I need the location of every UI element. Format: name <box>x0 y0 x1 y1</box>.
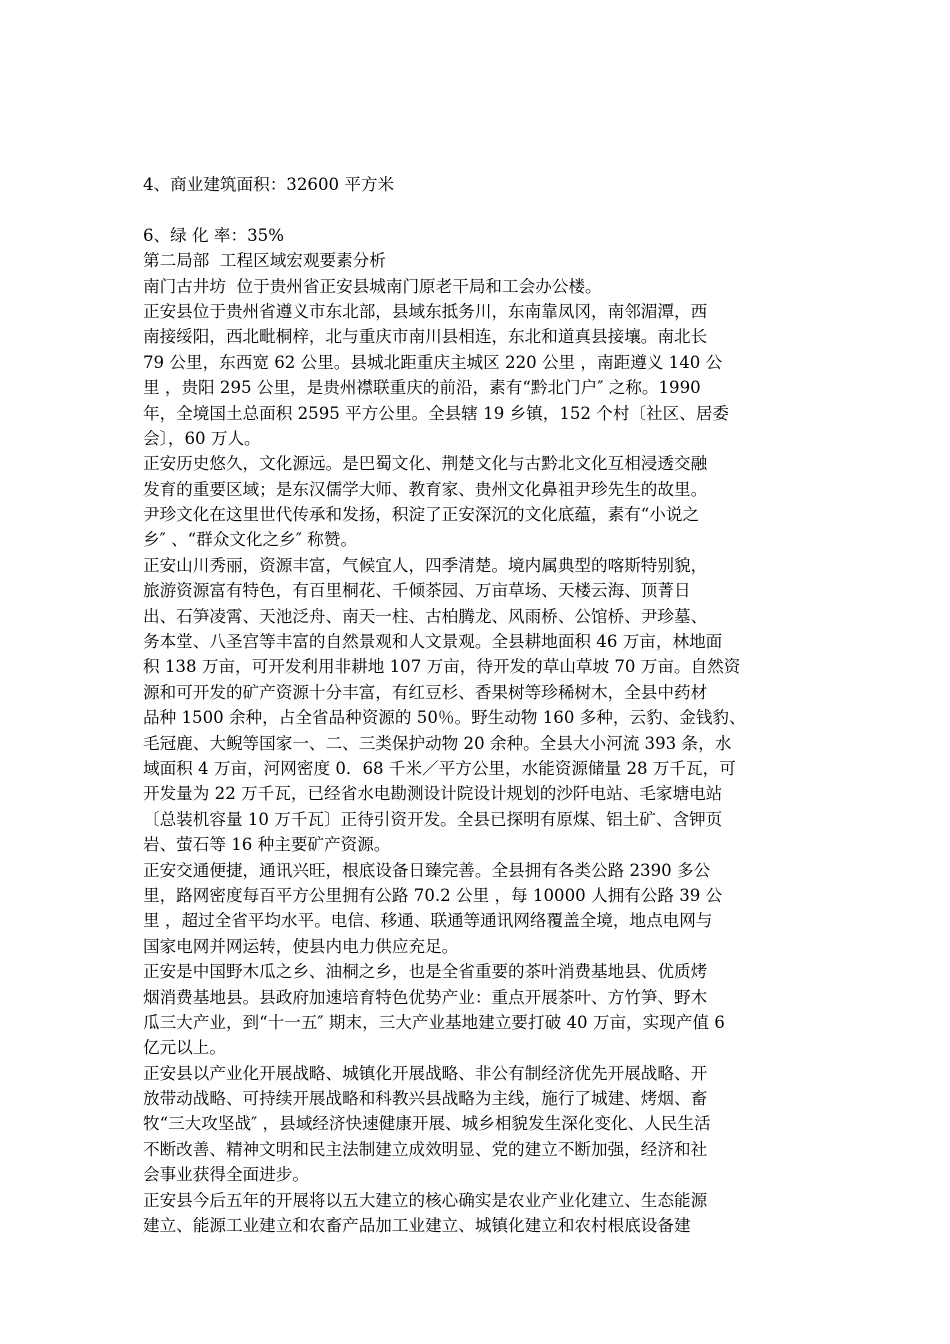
paragraph-line: 品种 1500 余种，占全省品种资源的 50％。野生动物 160 多种，云豹、金钱豹、 <box>143 708 746 728</box>
paragraph-line: 正安交通便捷，通讯兴旺，根底设备日臻完善。全县拥有各类公路 2390 多公 <box>143 860 711 880</box>
paragraph <box>143 1188 811 1239</box>
paragraph-line: 正安县今后五年的开展将以五大建立的核心确实是农业产业化建立、生态能源 <box>143 1190 708 1210</box>
paragraph-line: 会事业获得全面进步。 <box>143 1165 309 1185</box>
paragraph-line: 里，路网密度每百平方公里拥有公路 70.2 公里 ，每 10000 人拥有公路 39 公 <box>143 885 723 905</box>
body-paragraphs <box>143 274 811 1239</box>
paragraph <box>143 858 811 960</box>
paragraph-line: 乡″ 、“群众文化之乡″ 称赞。 <box>143 530 357 550</box>
paragraph-line: 〔总装机容量 10 万千瓦〕正待引资开发。全县已探明有原煤、铝土矿、含钾页 <box>143 809 723 829</box>
paragraph-line: 岩、萤石等 16 种主要矿产资源。 <box>143 835 391 855</box>
paragraph-line: 源和可开发的矿产资源十分丰富，有红豆杉、香果树等珍稀树木，全县中药材 <box>143 682 708 702</box>
paragraph-line: 放带动战略、可持续开展战略和科教兴县战略为主线，施行了城建、烤烟、畜 <box>143 1089 708 1109</box>
paragraph-line: 尹珍文化在这里世代传承和发扬，积淀了正安深沉的文化底蕴，素有“小说之 <box>143 505 700 525</box>
paragraph-line: 务本堂、八圣宫等丰富的自然景观和人文景观。全县耕地面积 46 万亩，林地面 <box>143 632 723 652</box>
paragraph-line: 里 ，超过全省平均水平。电信、移通、联通等通讯网络覆盖全境，地点电网与 <box>143 911 713 931</box>
paragraph-line: 域面积 4 万亩，河网密度 0．68 千米／平方公里，水能资源储量 28 万千瓦，可 <box>143 758 736 778</box>
paragraph-line: 正安县位于贵州省遵义市东北部，县域东抵务川，东南靠凤冈，南邻湄潭，西 <box>143 301 708 321</box>
paragraph-line: 烟消费基地县。县政府加速培育特色优势产业：重点开展茶叶、方竹笋、野木 <box>143 987 708 1007</box>
paragraph <box>143 553 811 858</box>
blank-line <box>143 197 811 222</box>
item-green-rate: 6、绿 化 率：35% <box>143 225 284 245</box>
paragraph-line: 年，全境国土总面积 2595 平方公里。全县辖 19 乡镇，152 个村〔社区、居委 <box>143 403 730 423</box>
paragraph-line: 79 公里，东西宽 62 公里。县城北距重庆主城区 220 公里 ，南距遵义 140 公 <box>143 352 723 372</box>
paragraph-line: 国家电网并网运转，使县内电力供应充足。 <box>143 936 459 956</box>
paragraph <box>143 274 811 299</box>
paragraph-line: 南门古井坊 位于贵州省正安县城南门原老干局和工会办公楼。 <box>143 276 602 296</box>
paragraph-line: 南接绥阳，西北毗桐梓，北与重庆市南川县相连，东北和道真县接壤。南北长 <box>143 327 708 347</box>
paragraph-line: 积 138 万亩，可开发利用非耕地 107 万亩，待开发的草山草坡 70 万亩。自然资 <box>143 657 741 677</box>
paragraph-line: 毛冠鹿、大鲵等国家一、二、三类保护动物 20 余种。全县大小河流 393 条，水 <box>143 733 732 753</box>
paragraph <box>143 1061 811 1188</box>
paragraph-line: 旅游资源富有特色，有百里桐花、千倾茶园、万亩草场、天楼云海、顶菁日 <box>143 581 691 601</box>
paragraph <box>143 959 811 1061</box>
item-commercial-area: 4、商业建筑面积：32600 平方米 <box>143 175 395 194</box>
paragraph <box>143 451 811 553</box>
document-page <box>143 172 811 1238</box>
section-title: 第二局部 工程区域宏观要素分析 <box>143 251 386 271</box>
paragraph-line: 正安县以产业化开展战略、城镇化开展战略、非公有制经济优先开展战略、开 <box>143 1063 708 1083</box>
paragraph-line: 正安是中国野木瓜之乡、油桐之乡，也是全省重要的茶叶消费基地县、优质烤 <box>143 962 708 982</box>
paragraph-line: 正安历史悠久，文化源远。是巴蜀文化、荆楚文化与古黔北文化互相浸透交融 <box>143 454 708 474</box>
paragraph-line: 发育的重要区域；是东汉儒学大师、教育家、贵州文化鼻祖尹珍先生的故里。 <box>143 479 708 499</box>
paragraph-line: 正安山川秀丽，资源丰富，气候宜人，四季清楚。境内属典型的喀斯特别貌， <box>143 555 708 575</box>
paragraph-line: 亿元以上。 <box>143 1038 226 1058</box>
paragraph-line: 出、石笋凌霄、天池泛舟、南天一柱、古柏腾龙、风雨桥、公馆桥、尹珍墓、 <box>143 606 708 626</box>
paragraph-line: 建立、能源工业建立和农畜产品加工业建立、城镇化建立和农村根底设备建 <box>143 1216 691 1236</box>
paragraph-line: 不断改善、精神文明和民主法制建立成效明显、党的建立不断加强，经济和社 <box>143 1139 708 1159</box>
paragraph-line: 里 ，贵阳 295 公里，是贵州襟联重庆的前沿，素有“黔北门户″ 之称。1990 <box>143 378 701 398</box>
paragraph-line: 牧“三大攻坚战″ ，县域经济快速健康开展、城乡相貌发生深化变化、人民生活 <box>143 1114 711 1134</box>
paragraph-line: 会〕，60 万人。 <box>143 428 261 448</box>
paragraph-line: 开发量为 22 万千瓦，已经省水电勘测设计院设计规划的沙阡电站、毛家塘电站 <box>143 784 723 804</box>
paragraph-line: 瓜三大产业，到“十一五″ 期末，三大产业基地建立要打破 40 万亩，实现产值 6 <box>143 1012 725 1032</box>
paragraph <box>143 299 811 451</box>
